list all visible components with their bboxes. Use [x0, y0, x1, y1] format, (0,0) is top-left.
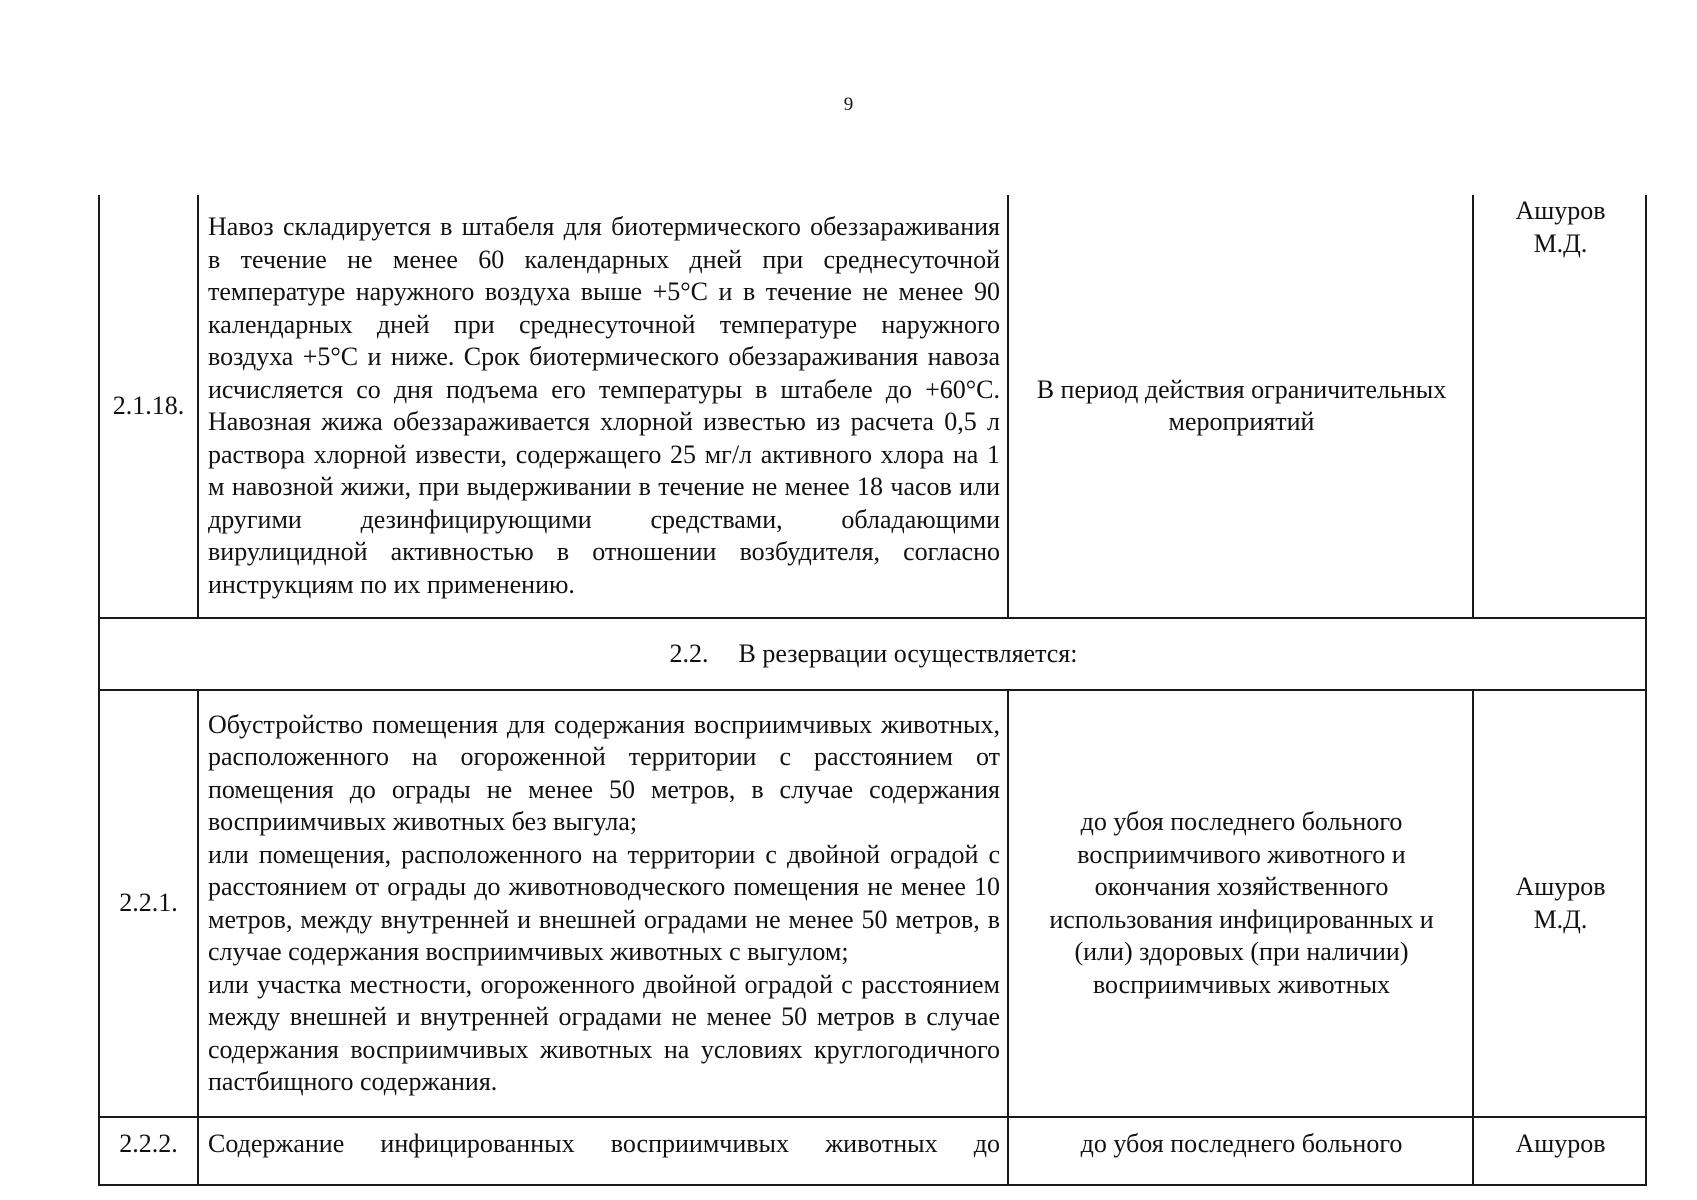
responsible-surname: Ашуров [1515, 1129, 1606, 1158]
responsible-surname: Ашуров [1515, 872, 1606, 901]
responsible-initials: М.Д. [1533, 904, 1588, 934]
measures-table [98, 195, 1647, 1186]
page-number: 9 [843, 94, 854, 115]
section-number: 2.2. [669, 638, 709, 668]
responsible-cell [1473, 690, 1646, 1117]
row-number: 2.1.18. [99, 195, 198, 618]
measure-text: Обустройство помещения для содержания восприимчивых животных, расположенного на огороженной территории с расстоянием от помещения до ограды не менее 50 метров, в случае содержания восприимчивых животных без выгула; или помещения, расположенного на территории с двойной оградой с расстоянием от ограды до животноводческого помещения не менее 10 метров, между внутренней и внешней оградами не менее 50 метров, в случае содержания восприимчивых животных с выгулом; или участка местности, огороженного двойной оградой с расстоянием между внешней и внутренней оградами не менее 50 метров в случае содержания восприимчивых животных на условиях круглогодичного пастбищного содержания. [198, 690, 1008, 1117]
term-cell: до убоя последнего больного [1008, 1117, 1473, 1185]
row-number: 2.2.1. [99, 690, 198, 1117]
table-row [99, 1117, 1646, 1185]
section-header [99, 618, 1646, 690]
section-header-row [99, 618, 1646, 690]
term-cell: до убоя последнего больного восприимчивого животного и окончания хозяйственного использования инфицированных и (или) здоровых (при наличии) восприимчивых животных [1008, 690, 1473, 1117]
table-row [99, 195, 1646, 618]
measure-text: Содержание инфицированных восприимчивых животных до [198, 1117, 1008, 1185]
section-title: В резервации осуществляется: [738, 638, 1078, 668]
responsible-initials: М.Д. [1533, 228, 1588, 258]
responsible-surname: Ашуров [1515, 196, 1606, 225]
term-cell: В период действия ограничительных мероприятий [1008, 195, 1473, 618]
responsible-cell [1473, 1117, 1646, 1185]
table-row [99, 690, 1646, 1117]
responsible-cell [1473, 195, 1646, 618]
row-number: 2.2.2. [99, 1117, 198, 1185]
measure-text: Навоз складируется в штабеля для биотермического обеззараживания в течение не менее 60 календарных дней при среднесуточной температуре наружного воздуха выше +5°C и в течение не менее 90 календарных дней при среднесуточной температуре наружного воздуха +5°C и ниже. Срок биотермического обеззараживания навоза исчисляется со дня подъема его температуры в штабеле до +60°C. Навозная жижа обеззараживается хлорной известью из расчета 0,5 л раствора хлорной извести, содержащего 25 мг/л активного хлора на 1 м навозной жижи, при выдерживании в течение не менее 18 часов или другими дезинфицирующими средствами, обладающими вирулицидной активностью в отношении возбудителя, согласно инструкциям по их применению. [198, 195, 1008, 618]
